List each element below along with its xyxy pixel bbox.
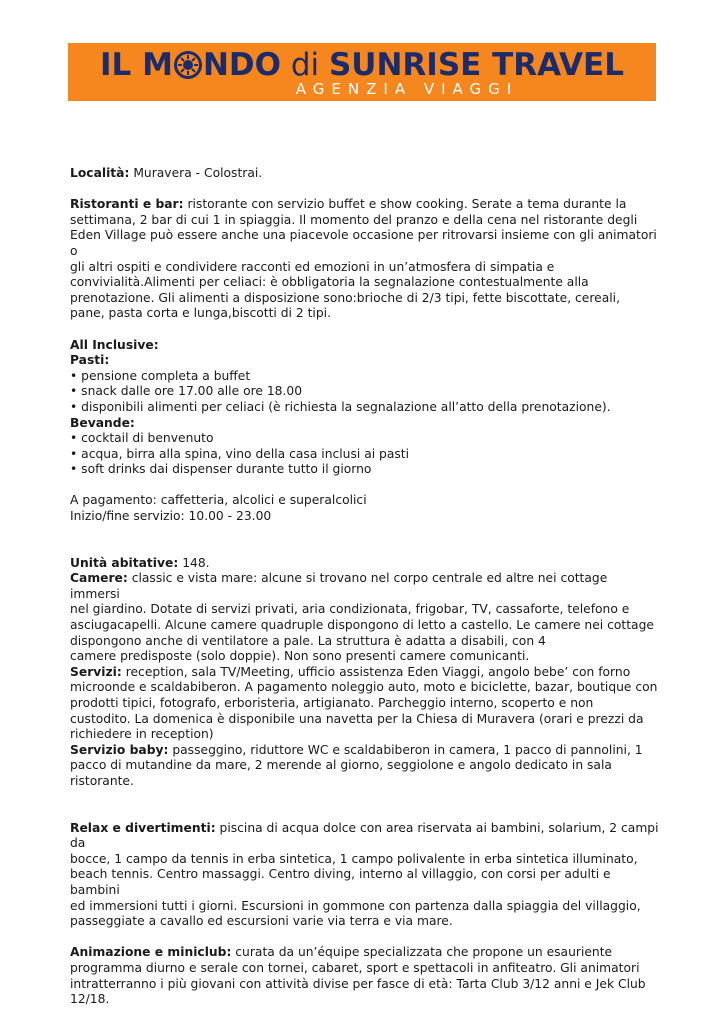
- meals-heading: Pasti:: [70, 353, 110, 368]
- list-item: • snack dalle ore 17.00 alle ore 18.00: [70, 384, 303, 399]
- paid-services: A pagamento: caffetteria, alcolici e superalcolici: [70, 493, 367, 508]
- rooms-paragraph: Camere: classic e vista mare: alcune si trovano nel corpo centrale ed altre nei cottage immersi nel giardino. Dotate di servizi privati, aria condizionata, frigobar, TV, cassaforte, telefono e asciugacapelli. Alcune camere quadruple dispongono di letto a castello. Le camere nei cottage dispongono anche di ventilatore a pale. La struttura è adatta a disabili, con 4 camere predisposte (solo doppie). Non sono presenti camere comunicanti.: [70, 571, 654, 664]
- list-item: • cocktail di benvenuto: [70, 431, 214, 446]
- relax-paragraph: Relax e divertimenti: piscina di acqua dolce con area riservata ai bambini, solarium, 2 campi da bocce, 1 campo da tennis in erba sintetica, 1 campo polivalente in erba sintetica illuminato, beach tennis. Centro massaggi. Centro diving, interno al villaggio, con corsi per adulti e bambini ed immersioni tutti i giorni. Escursioni in gommone con partenza dalla spiaggia del villaggio, passeggiate a cavallo ed escursioni varie via terra e via mare.: [70, 820, 659, 929]
- baby-service-paragraph: Servizio baby: passeggino, riduttore WC e scaldabiberon in camera, 1 pacco di pannolini, 1 pacco di mutandine da mare, 2 merende al giorno, seggiolone e angolo dedicato in sala ristorante.: [70, 742, 643, 788]
- units-line: Unità abitative: 148.: [70, 555, 210, 570]
- all-inclusive-heading: All Inclusive:: [70, 337, 159, 352]
- list-item: • disponibili alimenti per celiaci (è richiesta la segnalazione all’atto della prenotazione).: [70, 399, 611, 414]
- agency-subtitle: AGENZIA VIAGGI: [295, 80, 519, 98]
- list-item: • acqua, birra alla spina, vino della casa inclusi ai pasti: [70, 446, 410, 461]
- list-item: • pensione completa a buffet: [70, 368, 251, 383]
- restaurants-paragraph: Ristoranti e bar: ristorante con servizio buffet e show cooking. Serate a tema durante la settimana, 2 bar di cui 1 in spiaggia. Il momento del pranzo e della cena nel ristorante degli Eden Village può essere anche una piacevole occasione per ritrovarsi insieme con gli animatori o gli altri ospiti e condividere racconti ed emozioni in un’atmosfera di simpatia e convivialità.Alimenti per celiaci: è obbligatoria la segnalazione contestualmente alla prenotazione. Gli alimenti a disposizione sono:brioche di 2/3 tipi, fette biscottate, cereali, pane, pasta corta e lunga,biscotti di 2 tipi.: [70, 197, 657, 321]
- header-banner: [68, 43, 656, 101]
- location-line: Località: Muravera - Colostrai.: [70, 166, 263, 180]
- miniclub-paragraph: Animazione e miniclub: curata da un’équipe specializzata che propone un esauriente programma diurno e serale con tornei, cabaret, sport e spettacoli in anfiteatro. Gli animatori intratterranno i più giovani con attività divise per fasce di età: Tarta Club 3/12 anni e Jek Club 12/18.: [70, 945, 646, 1007]
- drinks-heading: Bevande:: [70, 415, 135, 430]
- services-paragraph: Servizi: reception, sala TV/Meeting, ufficio assistenza Eden Viaggi, angolo bebe’ con forno microonde e scaldabiberon. A pagamento noleggio auto, moto e biciclette, bazar, boutique con prodotti tipici, fotografo, erboristeria, artigianato. Parcheggio interno, scoperto e non custodito. La domenica è disponibile una navetta per la Chiesa di Muravera (orari e prezzi da richiedere in reception): [70, 664, 658, 742]
- document-body: [70, 166, 660, 1008]
- agency-title: IL M NDO di SUNRISE TRAVEL: [100, 47, 624, 83]
- sun-globe-icon: [174, 51, 202, 79]
- list-item: • soft drinks dai dispenser durante tutto il giorno: [70, 462, 372, 477]
- service-hours: Inizio/fine servizio: 10.00 - 23.00: [70, 509, 272, 524]
